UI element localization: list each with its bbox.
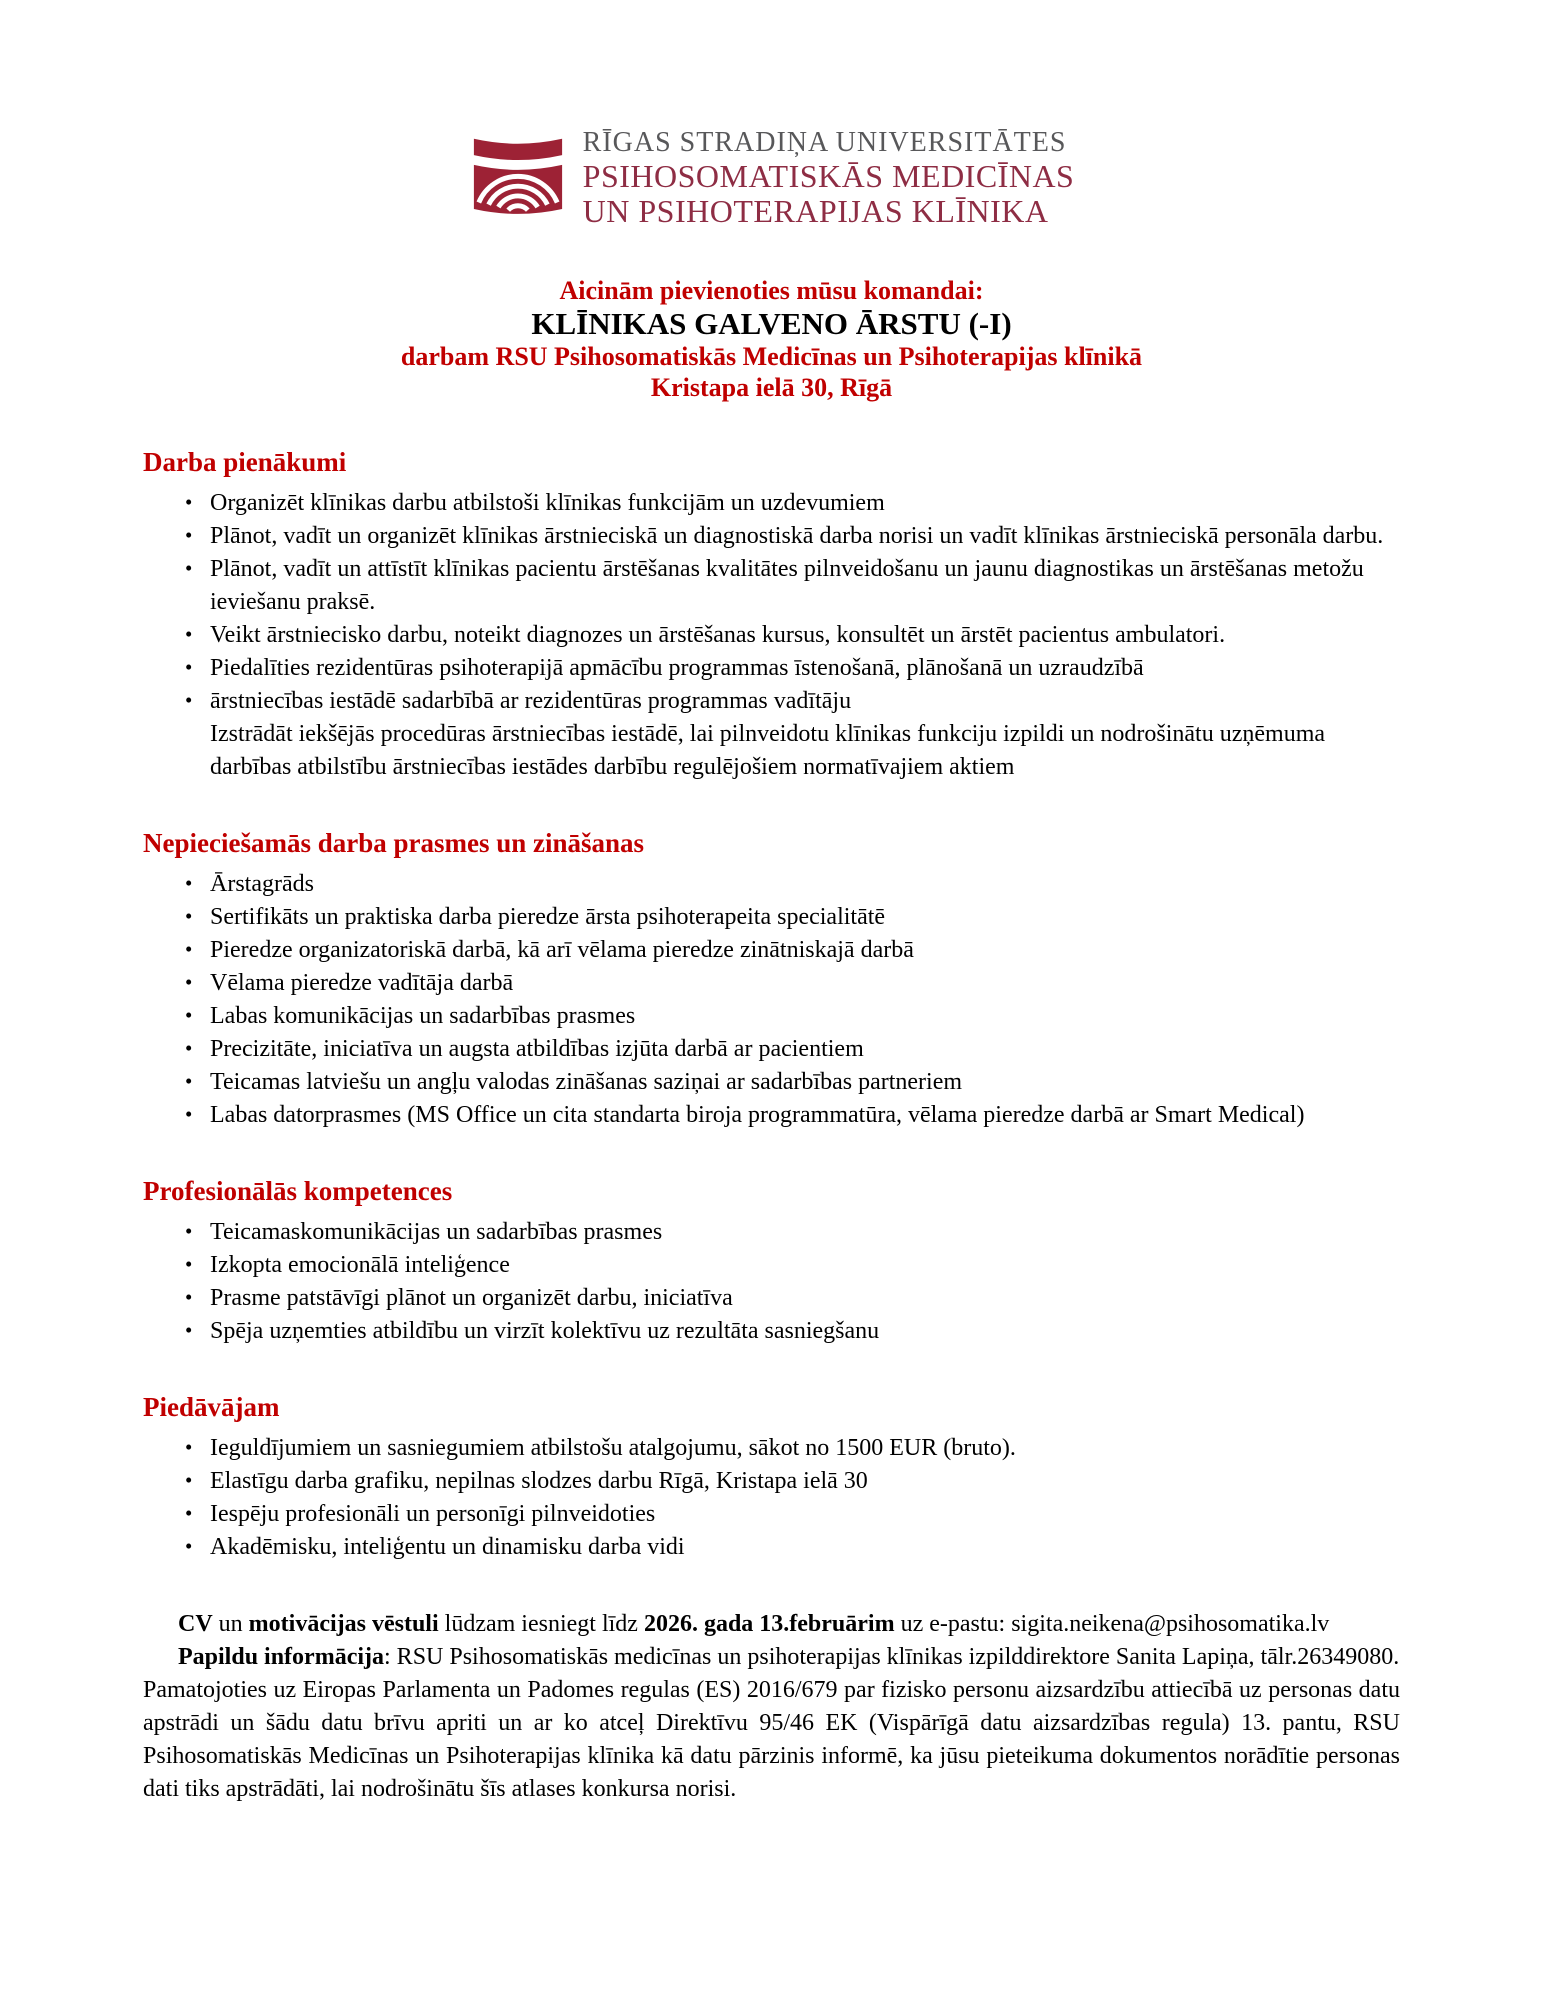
section (143, 1176, 1400, 1348)
list-item-text: Plānot, vadīt un organizēt klīnikas ārstnieciskā un diagnostiskā darba norisi un vadīt klīnikas ārstnieciskā personāla darbu. (210, 523, 1384, 549)
logo-university-name: RĪGAS STRADIŅA UNIVERSITĀTES (582, 127, 1067, 158)
section-heading: Darba pienākumi (143, 447, 347, 477)
bullet-icon: • (185, 523, 193, 547)
bullet-icon: • (185, 937, 193, 961)
logo (143, 126, 1400, 229)
list-item (143, 652, 1400, 685)
list-item (143, 619, 1400, 652)
list-item (143, 1066, 1400, 1099)
list-item-text: Prasme patstāvīgi plānot un organizēt darbu, iniciatīva (210, 1285, 733, 1311)
invite-line: Aicinām pievienoties mūsu komandai: (559, 276, 984, 305)
list-item-text: ārstniecības iestādē sadarbībā ar rezidentūras programmas vadītāju (210, 688, 852, 714)
list-item (143, 1531, 1400, 1564)
bullet-icon: • (185, 970, 193, 994)
logo-clinic-name-line2: UN PSIHOTERAPIJAS KLĪNIKA (582, 193, 1049, 229)
text-segment: 2026. gada 13.februārim (643, 1611, 895, 1637)
rsu-emblem-icon (469, 135, 567, 221)
list-item-text: Pieredze organizatoriskā darbā, kā arī vēlama pieredze zinātniskajā darbā (210, 937, 914, 963)
list-item-text: Organizēt klīnikas darbu atbilstoši klīnikas funkcijām un uzdevumiem (210, 490, 885, 516)
bullet-icon: • (185, 1252, 193, 1276)
list-item-text: Izkopta emocionālā inteliģence (210, 1252, 510, 1278)
list-item (143, 685, 1400, 718)
text-segment: un (212, 1611, 249, 1637)
bullet-icon: • (185, 1102, 193, 1126)
bullet-icon: • (185, 556, 193, 580)
bullet-icon: • (185, 1501, 193, 1525)
bullet-list (143, 487, 1400, 784)
sections-container (143, 447, 1400, 1564)
list-item-text: Ārstagrāds (210, 871, 314, 897)
bullet-list (143, 1432, 1400, 1564)
list-item (143, 1216, 1400, 1249)
list-item (143, 1498, 1400, 1531)
headline-block (143, 275, 1400, 403)
list-item-text: Labas komunikācijas un sadarbības prasmes (210, 1003, 636, 1029)
list-item-text: Plānot, vadīt un attīstīt klīnikas pacientu ārstēšanas kvalitātes pilnveidošanu un jaunu diagnostikas un ārstēšanas metožu ieviešanu praksē. (210, 556, 1364, 615)
bullet-icon: • (185, 1468, 193, 1492)
bullet-icon: • (185, 1069, 193, 1093)
list-item-text: Iespēju profesionāli un personīgi pilnveidoties (210, 1501, 656, 1527)
list-item (143, 718, 1400, 784)
bullet-icon: • (185, 1285, 193, 1309)
bullet-icon: • (185, 655, 193, 679)
logo-clinic-name-line1: PSIHOSOMATISKĀS MEDICĪNAS (582, 158, 1075, 194)
list-item (143, 934, 1400, 967)
bullet-icon: • (185, 490, 193, 514)
list-item-text: Precizitāte, iniciatīva un augsta atbildības izjūta darbā ar pacientiem (210, 1036, 864, 1062)
bullet-icon: • (185, 1219, 193, 1243)
list-item (143, 1033, 1400, 1066)
list-item (143, 1465, 1400, 1498)
section-heading: Nepieciešamās darba prasmes un zināšanas (143, 828, 645, 858)
section-heading: Piedāvājam (143, 1392, 280, 1422)
closing-paragraph (143, 1641, 1400, 1674)
list-item (143, 1282, 1400, 1315)
closing-container (143, 1608, 1400, 1806)
text-segment: : RSU Psihosomatiskās medicīnas un psihoterapijas klīnikas izpilddirektore Sanita Lapiņa, tālr.26349080. (384, 1644, 1400, 1670)
bullet-icon: • (185, 1318, 193, 1342)
list-item-text: Teicamas latviešu un angļu valodas zināšanas saziņai ar sadarbības partneriem (210, 1069, 963, 1095)
list-item (143, 868, 1400, 901)
closing-paragraph (143, 1674, 1400, 1806)
text-segment: uz e-pastu: (894, 1611, 1012, 1637)
list-item (143, 1099, 1400, 1132)
section (143, 447, 1400, 784)
list-item (143, 487, 1400, 520)
list-item-text: Akadēmisku, inteliģentu un dinamisku darba vidi (210, 1534, 685, 1560)
bullet-icon: • (185, 622, 193, 646)
list-item-text: Labas datorprasmes (MS Office un cita standarta biroja programmatūra, vēlama pieredze darbā ar Smart Medical) (210, 1102, 1305, 1128)
section (143, 1392, 1400, 1564)
list-item-text: Spēja uzņemties atbildību un virzīt kolektīvu uz rezultāta sasniegšanu (210, 1318, 880, 1344)
list-item-text: Teicamaskomunikācijas un sadarbības prasmes (210, 1219, 663, 1245)
bullet-list (143, 1216, 1400, 1348)
list-item (143, 520, 1400, 553)
bullet-icon: • (185, 904, 193, 928)
bullet-icon: • (185, 871, 193, 895)
list-item-text: Sertifikāts un praktiska darba pieredze ārsta psihoterapeita specialitātē (210, 904, 886, 930)
list-item (143, 1315, 1400, 1348)
list-item-text: Izstrādāt iekšējās procedūras ārstniecības iestādē, lai pilnveidotu klīnikas funkciju izpildi un nodrošinātu uzņēmuma darbības atbilstību ārstniecības iestādes darbību regulējošiem normatīvajiem aktiem (210, 721, 1326, 780)
section (143, 828, 1400, 1132)
list-item (143, 1432, 1400, 1465)
address-line: Kristapa ielā 30, Rīgā (650, 373, 893, 402)
bullet-icon: • (185, 688, 193, 712)
list-item (143, 901, 1400, 934)
list-item-text: Elastīgu darba grafiku, nepilnas slodzes darbu Rīgā, Kristapa ielā 30 (210, 1468, 868, 1494)
position-title: KLĪNIKAS GALVENO ĀRSTU (-I) (531, 306, 1012, 341)
email-text: sigita.neikena@psihosomatika.lv (1011, 1611, 1330, 1637)
text-segment: CV (178, 1611, 213, 1637)
text-segment: motivācijas vēstuli (248, 1611, 439, 1637)
list-item-text: Veikt ārstniecisko darbu, noteikt diagnozes un ārstēšanas kursus, konsultēt un ārstēt pacientus ambulatori. (210, 622, 1226, 648)
bullet-icon: • (185, 1003, 193, 1027)
list-item-text: Vēlama pieredze vadītāja darbā (210, 970, 514, 996)
list-item-text: Ieguldījumiem un sasniegumiem atbilstošu atalgojumu, sākot no 1500 EUR (bruto). (210, 1435, 1016, 1461)
bullet-list (143, 868, 1400, 1132)
list-item (143, 1249, 1400, 1282)
workplace-line: darbam RSU Psihosomatiskās Medicīnas un Psihoterapijas klīnikā (400, 342, 1143, 371)
list-item-text: Piedalīties rezidentūras psihoterapijā apmācību programmas īstenošanā, plānošanā un uzraudzībā (210, 655, 1144, 681)
list-item (143, 553, 1400, 619)
closing-paragraph (143, 1608, 1400, 1641)
text-segment: Papildu informācija (178, 1644, 385, 1670)
logo-text (583, 126, 1075, 229)
bullet-icon: • (185, 1435, 193, 1459)
text-segment: Pamatojoties uz Eiropas Parlamenta un Padomes regulas (ES) 2016/679 par fizisko personu aizsardzību attiecībā uz personas datu apstrādi un šādu datu brīvu apriti un ar ko atceļ Direktīvu 95/46 EK (Vispārīgā datu aizsardzības regula) 13. pantu, RSU Psihosomatiskās Medicīnas un Psihoterapijas klīnika kā datu pārzinis informē, ka jūsu pieteikuma dokumentos norādītie personas dati tiks apstrādāti, lai nodrošinātu šīs atlases konkursa norisi. (143, 1677, 1400, 1802)
list-item (143, 967, 1400, 1000)
section-heading: Profesionālās kompetences (143, 1176, 453, 1206)
bullet-icon: • (185, 1534, 193, 1558)
list-item (143, 1000, 1400, 1033)
bullet-icon: • (185, 1036, 193, 1060)
text-segment: lūdzam iesniegt līdz (438, 1611, 644, 1637)
